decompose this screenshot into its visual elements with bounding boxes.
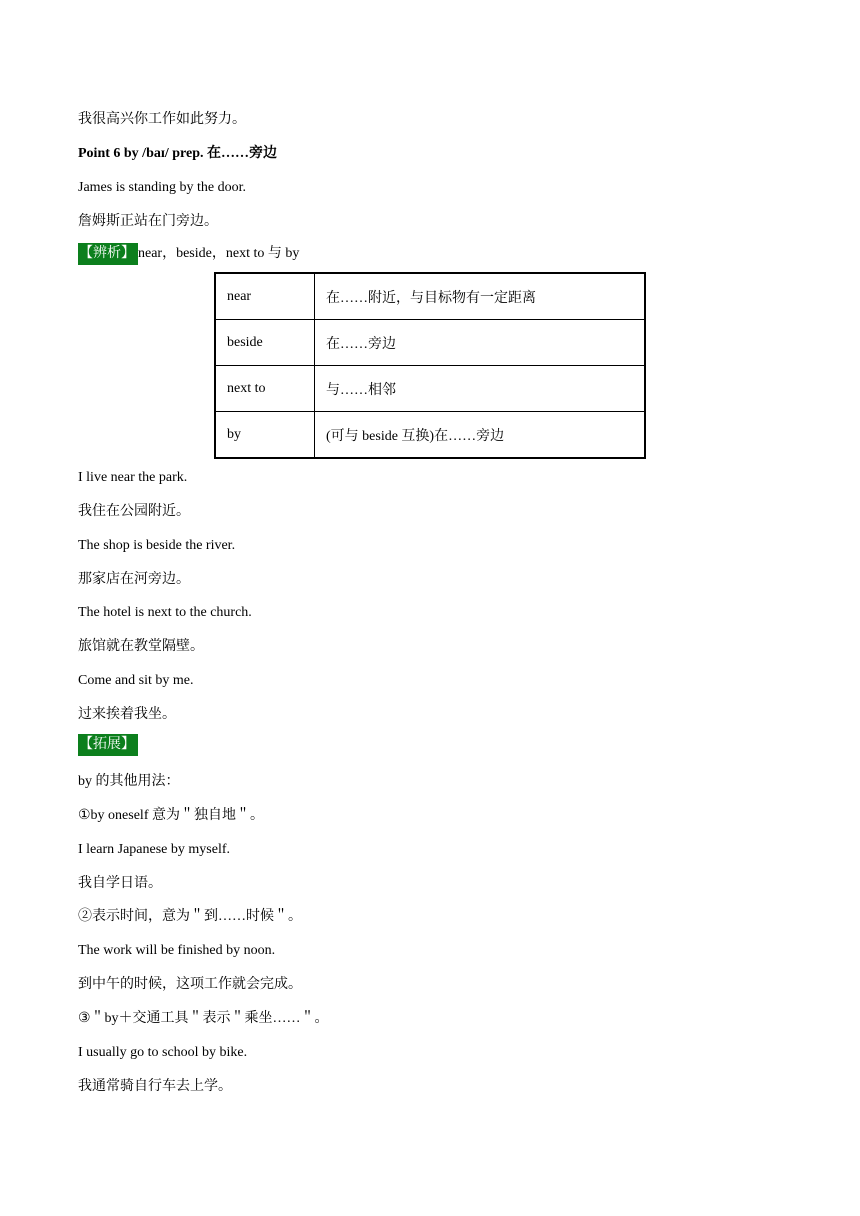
analysis-tag: 【辨析】 — [78, 243, 138, 265]
usage-1-cn: 我自学日语。 — [78, 876, 162, 891]
table-row — [215, 412, 645, 459]
analysis-text: near，beside，next to 与 by — [138, 246, 300, 261]
example-cn-by: 过来挨着我坐。 — [78, 707, 176, 722]
analysis-row — [78, 243, 299, 265]
table-row — [215, 366, 645, 412]
sentence-cn-hardwork: 我很高兴你工作如此努力。 — [78, 112, 246, 127]
point-heading: Point 6 by /baɪ/ prep. 在……旁边 — [78, 146, 278, 161]
example-en-james: James is standing by the door. — [78, 180, 246, 195]
usage-2: ②表示时间，意为＂到……时候＂。 — [78, 909, 302, 924]
example-cn-next-to: 旅馆就在教堂隔壁。 — [78, 639, 204, 654]
table-cell-term: near — [215, 273, 315, 320]
table-cell-term: beside — [215, 320, 315, 366]
table-cell-term: by — [215, 412, 315, 459]
table-row — [215, 320, 645, 366]
example-en-next-to: The hotel is next to the church. — [78, 605, 252, 620]
extension-intro: by 的其他用法： — [78, 774, 180, 789]
table-cell-term: next to — [215, 366, 315, 412]
table-row — [215, 273, 645, 320]
usage-1-en: I learn Japanese by myself. — [78, 842, 230, 857]
table-cell-meaning: 在……旁边 — [315, 320, 646, 366]
usage-2-cn: 到中午的时候，这项工作就会完成。 — [78, 977, 302, 992]
example-en-near: I live near the park. — [78, 470, 188, 485]
comparison-table — [214, 272, 646, 459]
table-cell-meaning: 与……相邻 — [315, 366, 646, 412]
example-cn-beside: 那家店在河旁边。 — [78, 572, 190, 587]
table-cell-meaning: (可与 beside 互换)在……旁边 — [315, 412, 646, 459]
extension-tag: 【拓展】 — [78, 734, 138, 756]
usage-3-cn: 我通常骑自行车去上学。 — [78, 1079, 232, 1094]
example-en-by: Come and sit by me. — [78, 673, 194, 688]
example-en-beside: The shop is beside the river. — [78, 538, 236, 553]
usage-2-en: The work will be finished by noon. — [78, 943, 276, 958]
usage-3-en: I usually go to school by bike. — [78, 1045, 248, 1060]
example-cn-james: 詹姆斯正站在门旁边。 — [78, 214, 218, 229]
example-cn-near: 我住在公园附近。 — [78, 504, 190, 519]
usage-3: ③＂by＋交通工具＂表示＂乘坐……＂。 — [78, 1011, 329, 1026]
table-cell-meaning: 在……附近，与目标物有一定距离 — [315, 273, 646, 320]
usage-1: ①by oneself 意为＂独自地＂。 — [78, 808, 264, 823]
extension-row — [78, 734, 138, 756]
